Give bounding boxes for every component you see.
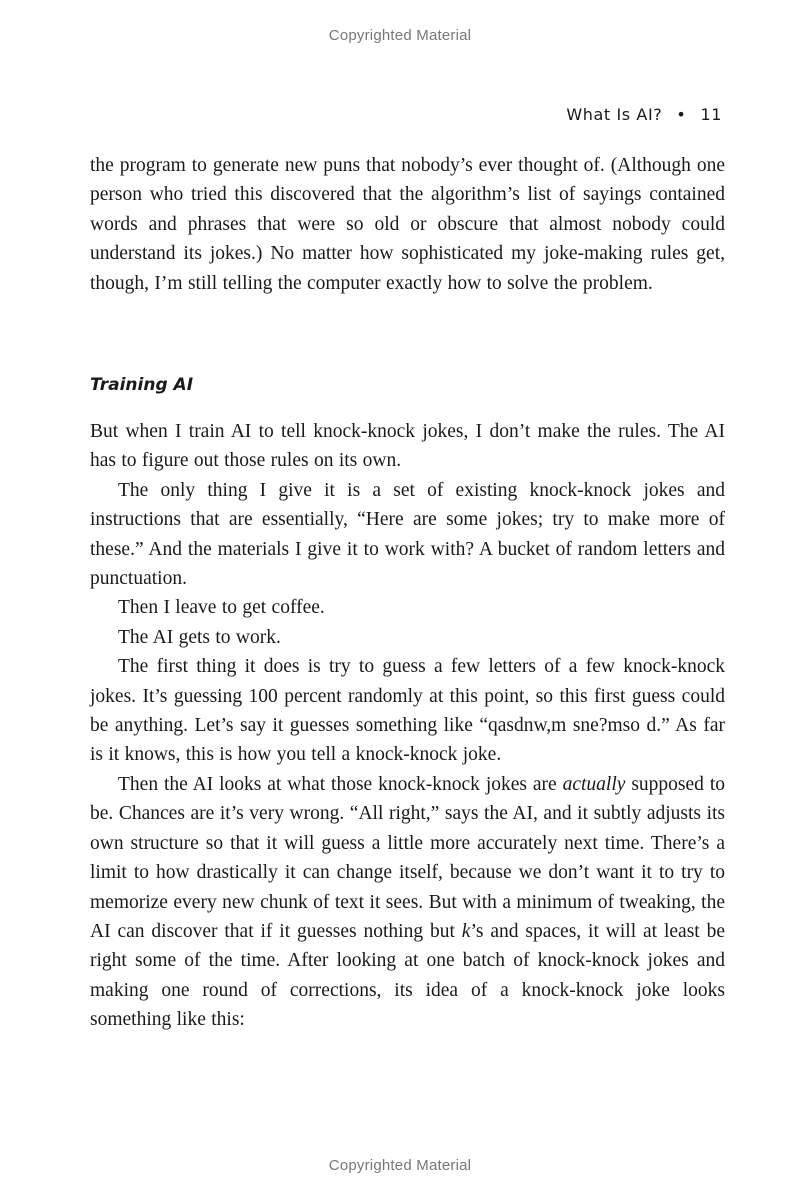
copyright-watermark-top: Copyrighted Material bbox=[328, 27, 472, 44]
page-number: 11 bbox=[700, 105, 722, 124]
intro-text bbox=[90, 151, 725, 298]
copyright-watermark-bottom: Copyrighted Material bbox=[328, 1157, 472, 1174]
paragraph: the program to generate new puns that nobody’s ever thought of. (Although one person who tried this discovered that the algorithm’s list of sayings contained words and phrases that were so old or obscure that almost nobody could understand its jokes.) No matter how sophisticated my joke-making rules get, though, I’m still telling the computer exactly how to solve the problem. bbox=[90, 155, 725, 294]
paragraph: The only thing I give it is a set of existing knock-knock jokes and instructions that are essentially, “Here are some jokes; try to make more of these.” And the materials I give it to work with? A bucket of random letters and punctuation. bbox=[90, 479, 725, 590]
paragraph: But when I train AI to tell knock-knock jokes, I don’t make the rules. The AI has to figure out those rules on its own. bbox=[90, 421, 725, 472]
paragraph bbox=[90, 770, 725, 1035]
paragraph: Then I leave to get coffee. bbox=[118, 597, 325, 619]
paragraph: The first thing it does is try to guess a few letters of a few knock-knock jokes. It’s guessing 100 percent randomly at this point, so this first guess could be anything. Let’s say it guesses something like “qasdnw,m sne?mso d.” As far is it knows, this is how you tell a knock-knock joke. bbox=[90, 656, 725, 766]
text-run: ’s and spaces, it will at least be right some of the time. After looking at one batch of knock-knock jokes and making one round of corrections, its idea of a knock-knock joke looks something like this: bbox=[90, 920, 726, 1031]
chapter-title: What Is AI? bbox=[566, 105, 663, 124]
bullet-separator: • bbox=[676, 105, 687, 124]
text-run: supposed to be. Chances are it’s very wrong. “All right,” says the AI, and it subtly adjusts its own structure so that it will guess a little more accurately next time. There’s a limit to how drastically it can change itself, because we don’t want it to try to memorize every new chunk of text it sees. But with a minimum of tweaking, the AI can discover that if it guesses nothing but bbox=[90, 773, 725, 942]
section-body bbox=[90, 417, 725, 1035]
emphasis-text: k bbox=[461, 920, 471, 942]
section-heading: Training AI bbox=[90, 375, 194, 395]
running-head bbox=[566, 105, 722, 124]
paragraph: The AI gets to work. bbox=[118, 626, 281, 648]
text-run: Then the AI looks at what those knock-knock jokes are bbox=[118, 773, 563, 795]
emphasis-text: actually bbox=[562, 773, 626, 795]
